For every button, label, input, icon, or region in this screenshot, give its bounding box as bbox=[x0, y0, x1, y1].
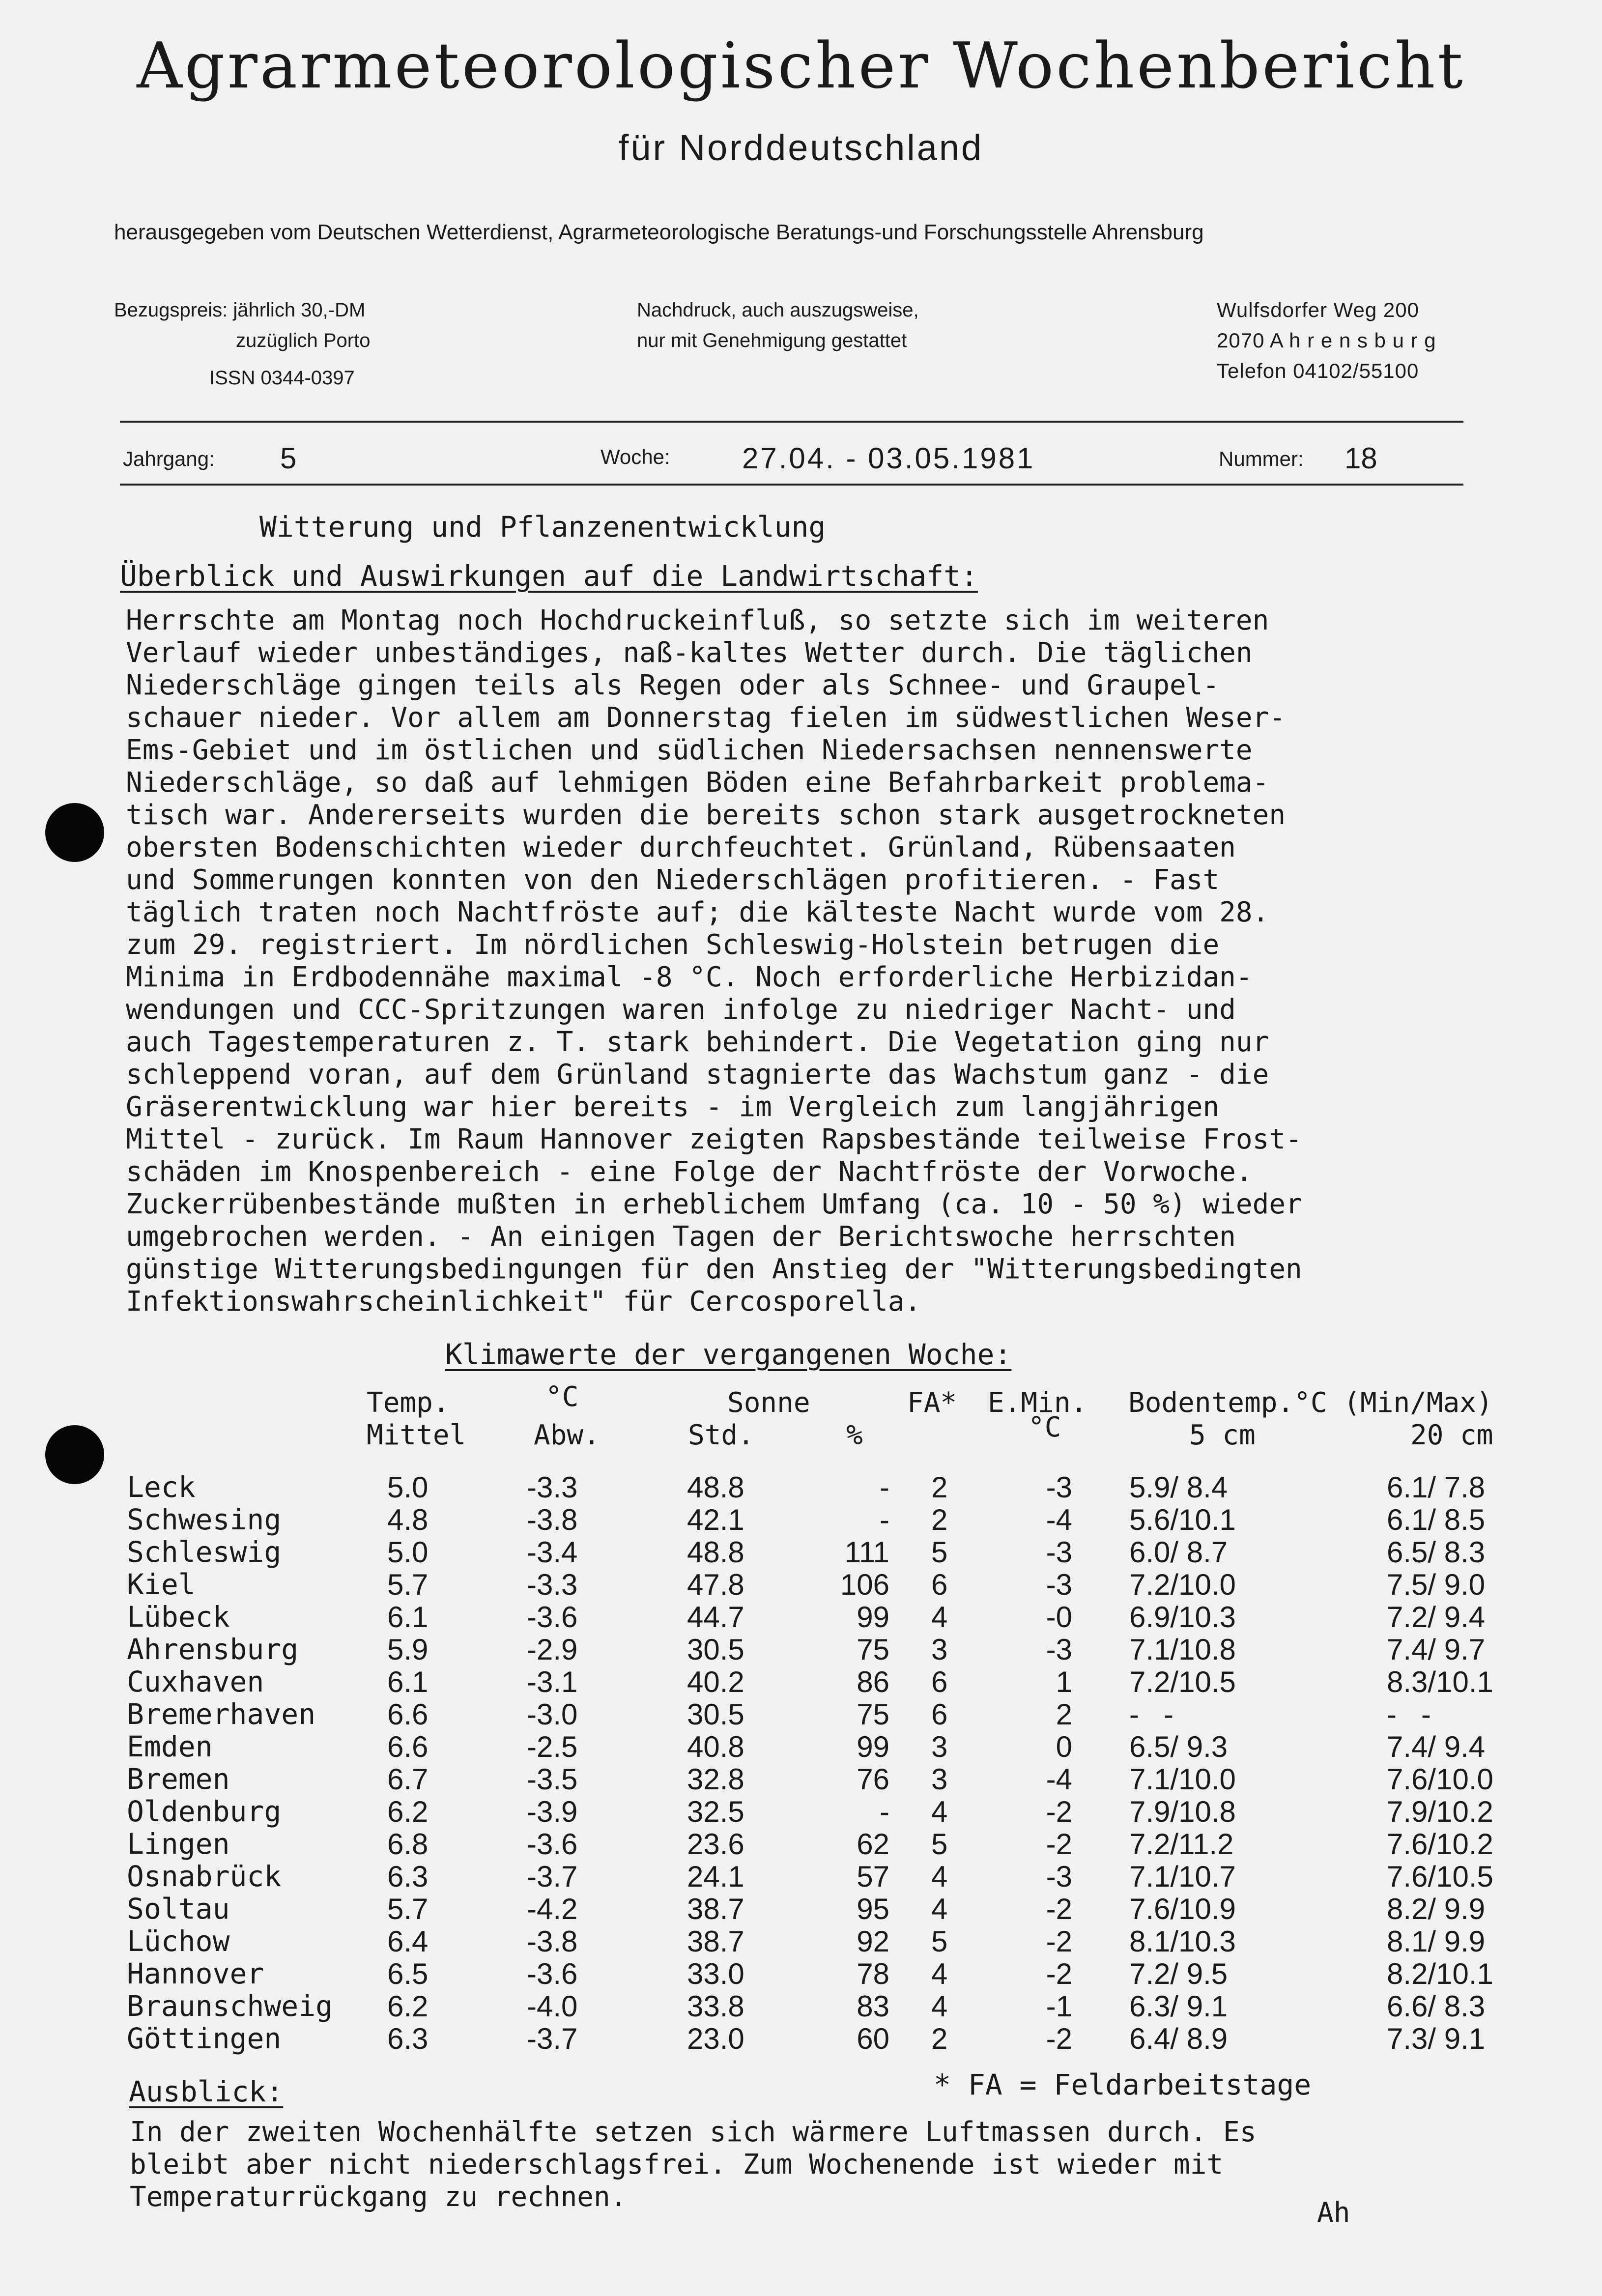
station-name: Ahrensburg bbox=[127, 1633, 299, 1666]
station-name: Hannover bbox=[127, 1957, 264, 1990]
cell-mittel: 6.6 bbox=[387, 1730, 429, 1763]
station-name: Schwesing bbox=[127, 1503, 282, 1536]
overview-line: täglich traten noch Nachtfröste auf; die kälteste Nacht wurde vom 28. bbox=[126, 896, 1269, 928]
cell-b20: 7.2/ 9.4 bbox=[1387, 1601, 1486, 1634]
cell-fa: 2 bbox=[931, 1471, 948, 1504]
cell-b20: 6.6/ 8.3 bbox=[1387, 1990, 1486, 2023]
overview-line: Gräserentwicklung war hier bereits - im Vergleich zum langjährigen bbox=[126, 1091, 1220, 1123]
cell-emin: -3 bbox=[1046, 1471, 1072, 1504]
cell-emin: -3 bbox=[1046, 1860, 1072, 1893]
price-line-1: Bezugspreis: jährlich 30,-DM bbox=[114, 299, 366, 321]
overview-line: Zuckerrübenbestände mußten in erheblichem Umfang (ca. 10 - 50 %) wieder bbox=[126, 1188, 1302, 1220]
cell-std: 24.1 bbox=[687, 1860, 744, 1893]
cell-pct: 106 bbox=[840, 1568, 889, 1601]
overview-line: günstige Witterungsbedingungen für den Anstieg der "Witterungsbedingten bbox=[126, 1253, 1302, 1285]
col-std: Std. bbox=[688, 1419, 754, 1451]
cell-abw: -3.6 bbox=[527, 1957, 578, 1990]
nummer-label: Nummer: bbox=[1219, 447, 1304, 470]
signature: Ah bbox=[1317, 2197, 1350, 2229]
col-emin-unit: °C bbox=[1028, 1411, 1061, 1443]
cell-b20: 8.2/10.1 bbox=[1387, 1957, 1493, 1990]
overview-line: obersten Bodenschichten wieder durchfeuchtet. Grünland, Rübensaaten bbox=[126, 832, 1236, 863]
nummer-value: 18 bbox=[1345, 442, 1377, 475]
overview-line: Infektionswahrscheinlichkeit" für Cercosporella. bbox=[126, 1286, 921, 1318]
reprint-line-1: Nachdruck, auch auszugsweise, bbox=[637, 299, 919, 321]
cell-fa: 3 bbox=[931, 1763, 948, 1796]
cell-pct: 111 bbox=[844, 1536, 889, 1569]
report-title: Agrarmeteorologischer Wochenbericht bbox=[137, 29, 1465, 103]
cell-abw: -4.2 bbox=[527, 1893, 578, 1925]
cell-abw: -3.8 bbox=[527, 1925, 578, 1958]
cell-pct: 99 bbox=[857, 1601, 889, 1634]
binder-hole-top bbox=[45, 803, 104, 862]
cell-fa: 4 bbox=[931, 1860, 948, 1893]
cell-emin: -2 bbox=[1046, 1893, 1072, 1925]
cell-fa: 2 bbox=[931, 2022, 948, 2055]
cell-mittel: 4.8 bbox=[387, 1503, 429, 1536]
outlook-line: In der zweiten Wochenhälfte setzen sich wärmere Luftmassen durch. Es bbox=[130, 2116, 1257, 2148]
cell-std: 32.5 bbox=[687, 1795, 744, 1828]
cell-b20: 7.6/10.2 bbox=[1387, 1828, 1493, 1861]
cell-b5: 6.3/ 9.1 bbox=[1129, 1990, 1228, 2023]
cell-mittel: 5.7 bbox=[387, 1568, 429, 1601]
cell-std: 48.8 bbox=[687, 1471, 744, 1504]
cell-std: 40.2 bbox=[687, 1665, 744, 1698]
cell-b5: 7.1/10.7 bbox=[1129, 1860, 1236, 1893]
cell-mittel: 6.3 bbox=[387, 2022, 429, 2055]
cell-mittel: 5.7 bbox=[387, 1893, 429, 1925]
col-fa: FA* bbox=[907, 1387, 957, 1419]
col-5cm: 5 cm bbox=[1189, 1419, 1256, 1451]
cell-emin: -3 bbox=[1046, 1536, 1072, 1569]
cell-pct: 62 bbox=[857, 1828, 889, 1861]
overview-line: schleppend voran, auf dem Grünland stagnierte das Wachstum ganz - die bbox=[126, 1059, 1269, 1091]
cell-pct: 92 bbox=[857, 1925, 889, 1958]
overview-line: umgebrochen werden. - An einigen Tagen der Berichtswoche herrschten bbox=[126, 1221, 1236, 1253]
col-sonne: Sonne bbox=[727, 1387, 810, 1419]
cell-mittel: 6.8 bbox=[387, 1828, 429, 1861]
cell-b20: 7.3/ 9.1 bbox=[1387, 2022, 1486, 2055]
cell-b20: 8.2/ 9.9 bbox=[1387, 1893, 1486, 1925]
cell-abw: -3.3 bbox=[527, 1471, 578, 1504]
cell-emin: -2 bbox=[1046, 1795, 1072, 1828]
cell-b5: 8.1/10.3 bbox=[1129, 1925, 1236, 1958]
cell-mittel: 6.1 bbox=[387, 1665, 429, 1698]
price-block bbox=[114, 295, 370, 393]
cell-fa: 3 bbox=[931, 1730, 948, 1763]
woche-label: Woche: bbox=[601, 445, 670, 468]
overview-line: zum 29. registriert. Im nördlichen Schleswig-Holstein betrugen die bbox=[126, 929, 1220, 961]
cell-pct: 83 bbox=[857, 1990, 889, 2023]
section-title: Witterung und Pflanzenentwicklung bbox=[259, 510, 826, 544]
cell-mittel: 5.0 bbox=[387, 1536, 429, 1569]
col-abw: Abw. bbox=[534, 1419, 600, 1451]
address-block bbox=[1217, 295, 1436, 386]
cell-mittel: 6.6 bbox=[387, 1698, 429, 1731]
cell-b5: 7.9/10.8 bbox=[1129, 1795, 1236, 1828]
jahrgang-label: Jahrgang: bbox=[123, 447, 215, 470]
cell-abw: -3.4 bbox=[527, 1536, 578, 1569]
cell-std: 44.7 bbox=[687, 1601, 744, 1634]
cell-emin: -3 bbox=[1046, 1568, 1072, 1601]
cell-mittel: 6.5 bbox=[387, 1957, 429, 1990]
station-name: Osnabrück bbox=[127, 1860, 282, 1893]
cell-emin: 0 bbox=[1056, 1730, 1072, 1763]
cell-emin: -2 bbox=[1046, 1957, 1072, 1990]
cell-abw: -3.6 bbox=[527, 1828, 578, 1861]
climate-heading: Klimawerte der vergangenen Woche: bbox=[445, 1338, 1012, 1371]
cell-mittel: 6.2 bbox=[387, 1990, 429, 2023]
cell-pct: 75 bbox=[857, 1698, 889, 1731]
cell-std: 30.5 bbox=[687, 1698, 744, 1731]
cell-fa: 3 bbox=[931, 1633, 948, 1666]
station-name: Lübeck bbox=[127, 1600, 230, 1634]
cell-fa: 6 bbox=[931, 1698, 948, 1731]
col-mittel: Mittel bbox=[367, 1419, 466, 1451]
overview-text bbox=[126, 604, 1302, 1318]
address-line-1: Wulfsdorfer Weg 200 bbox=[1217, 298, 1419, 321]
station-name: Emden bbox=[127, 1730, 213, 1763]
footnote: * FA = Feldarbeitstage bbox=[934, 2068, 1312, 2101]
cell-b5: 7.2/10.0 bbox=[1129, 1568, 1236, 1601]
cell-pct: 57 bbox=[857, 1860, 889, 1893]
station-name: Lüchow bbox=[127, 1924, 230, 1958]
cell-emin: -1 bbox=[1046, 1990, 1072, 2023]
issn: ISSN 0344-0397 bbox=[209, 367, 355, 389]
overview-line: Mittel - zurück. Im Raum Hannover zeigten Rapsbestände teilweise Frost- bbox=[126, 1123, 1302, 1155]
cell-std: 42.1 bbox=[687, 1503, 744, 1536]
cell-b5: - - bbox=[1129, 1698, 1173, 1731]
cell-b20: - - bbox=[1387, 1698, 1431, 1731]
cell-mittel: 6.2 bbox=[387, 1795, 429, 1828]
cell-std: 30.5 bbox=[687, 1633, 744, 1666]
cell-std: 40.8 bbox=[687, 1730, 744, 1763]
station-name: Soltau bbox=[127, 1892, 230, 1925]
cell-pct: 95 bbox=[857, 1893, 889, 1925]
cell-pct: - bbox=[880, 1503, 889, 1536]
cell-pct: 75 bbox=[857, 1633, 889, 1666]
cell-fa: 2 bbox=[931, 1503, 948, 1536]
col-pct: % bbox=[846, 1419, 863, 1451]
binder-hole-bottom bbox=[45, 1425, 104, 1484]
cell-emin: 2 bbox=[1056, 1698, 1072, 1731]
station-name: Göttingen bbox=[127, 2022, 282, 2055]
col-temp: Temp. bbox=[367, 1387, 450, 1419]
cell-pct: 78 bbox=[857, 1957, 889, 1990]
cell-std: 23.0 bbox=[687, 2022, 744, 2055]
overview-line: und Sommerungen konnten von den Niederschlägen profitieren. - Fast bbox=[126, 864, 1220, 896]
cell-b5: 6.9/10.3 bbox=[1129, 1601, 1236, 1634]
cell-fa: 4 bbox=[931, 1795, 948, 1828]
station-name: Kiel bbox=[127, 1568, 196, 1601]
cell-fa: 4 bbox=[931, 1990, 948, 2023]
col-20cm: 20 cm bbox=[1410, 1419, 1493, 1451]
cell-abw: -3.7 bbox=[527, 1860, 578, 1893]
cell-abw: -4.0 bbox=[527, 1990, 578, 2023]
cell-b5: 5.6/10.1 bbox=[1129, 1503, 1236, 1536]
overview-line: schäden im Knospenbereich - eine Folge der Nachtfröste der Vorwoche. bbox=[126, 1156, 1253, 1188]
cell-std: 33.8 bbox=[687, 1990, 744, 2023]
cell-mittel: 6.3 bbox=[387, 1860, 429, 1893]
overview-line: Herrschte am Montag noch Hochdruckeinfluß, so setzte sich im weiteren bbox=[126, 604, 1269, 636]
outlook-line: bleibt aber nicht niederschlagsfrei. Zum Wochenende ist wieder mit bbox=[130, 2149, 1224, 2181]
cell-mittel: 5.9 bbox=[387, 1633, 429, 1666]
cell-b5: 7.2/11.2 bbox=[1129, 1828, 1234, 1861]
cell-abw: -3.7 bbox=[527, 2022, 578, 2055]
cell-fa: 4 bbox=[931, 1601, 948, 1634]
cell-emin: -2 bbox=[1046, 1925, 1072, 1958]
cell-b5: 6.5/ 9.3 bbox=[1129, 1730, 1228, 1763]
cell-b20: 7.5/ 9.0 bbox=[1387, 1568, 1486, 1601]
cell-fa: 4 bbox=[931, 1957, 948, 1990]
outlook-line: Temperaturrückgang zu rechnen. bbox=[130, 2181, 627, 2213]
overview-line: schauer nieder. Vor allem am Donnerstag fielen im südwestlichen Weser- bbox=[126, 702, 1286, 734]
reprint-block bbox=[637, 295, 919, 356]
address-line-3: Telefon 04102/55100 bbox=[1217, 359, 1419, 382]
cell-std: 38.7 bbox=[687, 1925, 744, 1958]
station-name: Schleswig bbox=[127, 1535, 282, 1569]
overview-line: Niederschläge gingen teils als Regen oder als Schnee- und Graupel- bbox=[126, 669, 1220, 701]
overview-heading: Überblick und Auswirkungen auf die Landwirtschaft: bbox=[120, 559, 978, 593]
cell-abw: -3.3 bbox=[527, 1568, 578, 1601]
cell-emin: -0 bbox=[1046, 1601, 1072, 1634]
cell-std: 48.8 bbox=[687, 1536, 744, 1569]
cell-b20: 6.1/ 7.8 bbox=[1387, 1471, 1486, 1504]
cell-b5: 7.2/ 9.5 bbox=[1129, 1957, 1228, 1990]
cell-std: 47.8 bbox=[687, 1568, 744, 1601]
cell-b20: 7.4/ 9.7 bbox=[1387, 1633, 1486, 1666]
cell-mittel: 6.7 bbox=[387, 1763, 429, 1796]
cell-abw: -3.1 bbox=[527, 1665, 578, 1698]
cell-mittel: 6.4 bbox=[387, 1925, 429, 1958]
station-name: Braunschweig bbox=[127, 1989, 333, 2023]
cell-b20: 8.1/ 9.9 bbox=[1387, 1925, 1486, 1958]
cell-mittel: 6.1 bbox=[387, 1601, 429, 1634]
cell-pct: 99 bbox=[857, 1730, 889, 1763]
cell-std: 33.0 bbox=[687, 1957, 744, 1990]
cell-std: 23.6 bbox=[687, 1828, 744, 1861]
cell-fa: 5 bbox=[931, 1536, 948, 1569]
cell-fa: 5 bbox=[931, 1828, 948, 1861]
cell-pct: 76 bbox=[857, 1763, 889, 1796]
cell-std: 32.8 bbox=[687, 1763, 744, 1796]
overview-line: tisch war. Andererseits wurden die bereits schon stark ausgetrockneten bbox=[126, 799, 1286, 831]
cell-b20: 6.1/ 8.5 bbox=[1387, 1503, 1486, 1536]
station-name: Bremen bbox=[127, 1762, 230, 1796]
cell-mittel: 5.0 bbox=[387, 1471, 429, 1504]
station-name: Bremerhaven bbox=[127, 1697, 316, 1731]
station-name: Cuxhaven bbox=[127, 1665, 264, 1698]
cell-fa: 4 bbox=[931, 1893, 948, 1925]
price-line-2: zuzüglich Porto bbox=[236, 330, 371, 351]
outlook-text bbox=[130, 2116, 1257, 2213]
cell-b5: 6.4/ 8.9 bbox=[1129, 2022, 1228, 2055]
overview-line: Niederschläge, so daß auf lehmigen Böden eine Befahrbarkeit problema- bbox=[126, 767, 1269, 799]
outlook-heading: Ausblick: bbox=[129, 2075, 284, 2108]
address-line-2: 2070 A h r e n s b u r g bbox=[1217, 329, 1436, 352]
report-subtitle: für Norddeutschland bbox=[618, 127, 984, 168]
cell-pct: 60 bbox=[857, 2022, 889, 2055]
publisher-line: herausgegeben vom Deutschen Wetterdienst, Agrarmeteorologische Beratungs-und Forschungsstelle Ahrensburg bbox=[114, 220, 1204, 244]
cell-b20: 7.9/10.2 bbox=[1387, 1795, 1493, 1828]
cell-b20: 8.3/10.1 bbox=[1387, 1665, 1493, 1698]
cell-pct: 86 bbox=[857, 1665, 889, 1698]
cell-pct: - bbox=[880, 1471, 889, 1504]
cell-b5: 5.9/ 8.4 bbox=[1129, 1471, 1228, 1504]
rule-bottom bbox=[120, 484, 1463, 486]
cell-pct: - bbox=[880, 1795, 889, 1828]
station-name: Lingen bbox=[127, 1827, 230, 1861]
cell-abw: -3.9 bbox=[527, 1795, 578, 1828]
col-emin: E.Min. bbox=[988, 1387, 1087, 1419]
cell-emin: -2 bbox=[1046, 2022, 1072, 2055]
overview-line: Verlauf wieder unbeständiges, naß-kaltes Wetter durch. Die täglichen bbox=[126, 637, 1253, 669]
cell-fa: 5 bbox=[931, 1925, 948, 1958]
col-deg-c: °C bbox=[545, 1381, 579, 1413]
cell-b5: 7.2/10.5 bbox=[1129, 1665, 1236, 1698]
woche-value: 27.04. - 03.05.1981 bbox=[742, 442, 1035, 475]
rule-top bbox=[120, 421, 1463, 423]
cell-b20: 7.6/10.5 bbox=[1387, 1860, 1493, 1893]
cell-abw: -3.0 bbox=[527, 1698, 578, 1731]
overview-line: Minima in Erdbodennähe maximal -8 °C. Noch erforderliche Herbizidan- bbox=[126, 961, 1253, 993]
cell-b5: 7.1/10.0 bbox=[1129, 1763, 1236, 1796]
cell-emin: -4 bbox=[1046, 1763, 1072, 1796]
cell-b5: 7.6/10.9 bbox=[1129, 1893, 1236, 1925]
cell-fa: 6 bbox=[931, 1665, 948, 1698]
cell-abw: -3.6 bbox=[527, 1601, 578, 1634]
cell-abw: -3.8 bbox=[527, 1503, 578, 1536]
jahrgang-value: 5 bbox=[280, 442, 297, 475]
cell-emin: -4 bbox=[1046, 1503, 1072, 1536]
cell-b20: 7.4/ 9.4 bbox=[1387, 1730, 1486, 1763]
overview-line: wendungen und CCC-Spritzungen waren infolge zu niedriger Nacht- und bbox=[126, 994, 1236, 1026]
overview-line: Ems-Gebiet und im östlichen und südlichen Niedersachsen nennenswerte bbox=[126, 734, 1253, 766]
cell-b5: 6.0/ 8.7 bbox=[1129, 1536, 1228, 1569]
cell-emin: -2 bbox=[1046, 1828, 1072, 1861]
reprint-line-2: nur mit Genehmigung gestattet bbox=[637, 330, 907, 351]
cell-b20: 7.6/10.0 bbox=[1387, 1763, 1493, 1796]
col-bodentemp: Bodentemp.°C (Min/Max) bbox=[1128, 1387, 1493, 1419]
cell-abw: -2.5 bbox=[527, 1730, 578, 1763]
overview-line: auch Tagestemperaturen z. T. stark behindert. Die Vegetation ging nur bbox=[126, 1026, 1269, 1058]
cell-emin: 1 bbox=[1056, 1665, 1072, 1698]
cell-b5: 7.1/10.8 bbox=[1129, 1633, 1236, 1666]
station-name: Leck bbox=[127, 1470, 196, 1504]
cell-emin: -3 bbox=[1046, 1633, 1072, 1666]
cell-std: 38.7 bbox=[687, 1893, 744, 1925]
cell-fa: 6 bbox=[931, 1568, 948, 1601]
station-name: Oldenburg bbox=[127, 1795, 282, 1828]
cell-b20: 6.5/ 8.3 bbox=[1387, 1536, 1486, 1569]
cell-abw: -3.5 bbox=[527, 1763, 578, 1796]
cell-abw: -2.9 bbox=[527, 1633, 578, 1666]
